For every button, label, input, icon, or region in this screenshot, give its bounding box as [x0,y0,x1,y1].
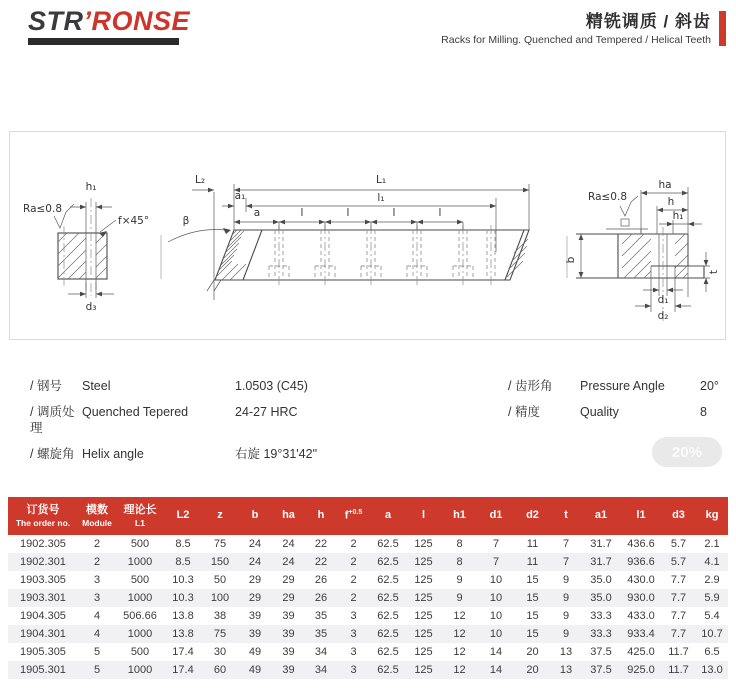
table-cell: 15 [526,610,539,622]
column-header: d2 [514,497,551,535]
table-cell: 10.3 [172,574,194,586]
table-cell: 38 [213,610,227,622]
logo-part-ronse: ’RONSE [83,6,191,36]
table-cell: 1905.301 [20,664,66,676]
table-cell: 22 [314,556,328,568]
table-cell: 60 [213,664,227,676]
table-cell: 20 [526,646,539,658]
table-cell: 500 [130,574,150,586]
column-header: h [305,497,337,535]
table-cell: 8.5 [175,538,191,550]
spec-row-pressure-angle [508,378,728,394]
table-cell: 7 [492,556,500,568]
page-title-en: Racks for Milling. Quenched and Tempered / Helical Teeth [441,34,711,47]
table-cell: 3 [350,628,357,640]
table-cell: 3 [350,610,357,622]
drawing-middle-view [168,174,529,300]
table-cell: 22 [314,538,328,550]
table-cell: 930.0 [627,592,655,604]
dim-label-h1-right: h₁ [672,210,684,222]
technical-drawing-panel [9,131,726,340]
spec-list-left [30,378,450,472]
dim-label-l: l [346,207,350,219]
table-cell: 1000 [127,628,153,640]
table-cell: 15 [526,628,539,640]
table-cell: 430.0 [627,574,655,586]
table-cell: 24 [282,556,295,568]
table-cell: 33.3 [590,628,612,640]
table-cell: 35 [314,628,328,640]
table-cell: 29 [282,574,295,586]
column-header: h1 [441,497,478,535]
table-cell: 125 [414,610,433,622]
column-header: d1 [478,497,514,535]
table-cell: 2 [93,556,101,568]
table-cell: 10 [489,592,503,604]
table-cell: 9 [456,592,463,604]
table-cell: 12 [453,646,466,658]
table-cell: 39 [248,628,262,640]
table-cell: 150 [210,556,230,568]
page-title-block [441,11,726,46]
table-cell: 7 [562,556,570,568]
column-header: L2 [164,497,202,535]
table-cell: 125 [414,664,433,676]
column-header: l1 [621,497,661,535]
dim-label-h1-left: h₁ [85,181,97,193]
table-cell: 30 [213,646,227,658]
table-cell: 1000 [127,556,153,568]
column-header: z [202,497,238,535]
table-cell: 35 [314,610,328,622]
table-cell: 7 [492,538,500,550]
table-cell: 12 [453,610,466,622]
table-cell: 7.7 [670,628,687,640]
table-cell: 9 [562,628,570,640]
title-accent-bar [719,11,726,46]
table-cell: 5.7 [670,538,687,550]
column-header: $f^{+0.5}$ [337,497,370,535]
dim-label-t: t [708,269,720,275]
table-cell: 49 [248,646,262,658]
table-cell: 39 [282,628,295,640]
dim-label-d2: d₂ [657,310,669,322]
table-cell: 125 [414,592,433,604]
table-cell: 13 [559,646,573,658]
dim-label-beta: β [182,215,190,227]
table-cell: 17.4 [172,664,194,676]
table-row [8,553,728,571]
table-cell: 4.1 [704,556,720,568]
table-body [8,535,728,679]
table-cell: 49 [248,664,262,676]
spec-label-zh: / 调质处理 [30,405,75,435]
table-cell: 2.9 [704,574,720,586]
table-cell: 75 [213,628,227,640]
spec-list-right [508,378,728,430]
table-cell: 62.5 [377,574,399,586]
table-cell: 436.6 [627,538,655,550]
spec-label-en: Pressure Angle [580,379,665,393]
spec-label-zh: / 钢号 [30,379,62,393]
table-cell: 11.7 [668,646,689,658]
column-header: a1 [581,497,621,535]
table-cell: 1902.301 [20,556,66,568]
table-cell: 50 [213,574,227,586]
table-cell: 12 [453,664,466,676]
table-cell: 9 [562,610,570,622]
table-cell: 2.1 [704,538,720,550]
table-cell: 2 [93,538,101,550]
column-header: 订货号 The order no. [8,497,78,535]
dim-label-l1: l₁ [377,192,385,204]
table-row [8,571,728,589]
table-cell: 125 [414,574,433,586]
drawing-left-view [23,181,149,313]
table-cell: 13.0 [701,664,723,676]
table-row [8,589,728,607]
table-cell: 100 [210,592,230,604]
spec-row-quenched [30,404,450,436]
table-cell: 14 [489,664,503,676]
table-cell: 1904.301 [20,628,66,640]
spec-value: 右旋 19°31'42" [235,447,318,461]
table-cell: 8 [456,556,463,568]
dim-label-chamfer: f×45° [118,215,150,227]
column-header: kg [696,497,728,535]
table-cell: 14 [489,646,503,658]
table-cell: 125 [414,556,433,568]
table-cell: 29 [248,574,262,586]
table-cell: 125 [414,628,433,640]
table-cell: 34 [314,664,328,676]
table-cell: 31.7 [590,556,612,568]
table-cell: 34 [314,646,328,658]
table-cell: 1902.305 [20,538,66,550]
table-cell: 936.6 [627,556,655,568]
table-cell: 75 [213,538,227,550]
dim-label-h: h [667,196,675,208]
table-cell: 12 [453,628,466,640]
table-cell: 6.5 [704,646,720,658]
dim-label-a1: a₁ [234,190,246,202]
table-row [8,661,728,679]
dim-label-l: l [300,207,304,219]
table-cell: 8 [456,538,463,550]
drawing-right-view [565,179,720,322]
table-cell: 425.0 [627,646,655,658]
spec-row-steel [30,378,450,394]
table-cell: 24 [248,556,262,568]
table-cell: 10.7 [701,628,723,640]
table-header-row [8,497,728,535]
spec-label-zh: / 螺旋角 [30,447,75,461]
table-cell: 20 [526,664,539,676]
table-cell: 37.5 [590,646,612,658]
table-cell: 2 [350,538,357,550]
dim-label-L1: L₁ [375,174,387,186]
column-header: d3 [661,497,696,535]
table-cell: 29 [282,592,295,604]
table-cell: 500 [130,538,150,550]
table-cell: 3 [93,574,101,586]
spec-value: 24-27 HRC [235,405,298,419]
table-cell: 39 [248,610,262,622]
table-cell: 933.4 [627,628,655,640]
zoom-level-badge: 20% [652,437,722,467]
table-cell: 125 [414,538,433,550]
table-cell: 5 [93,664,101,676]
table-cell: 11 [526,556,539,568]
table-cell: 26 [314,592,328,604]
table-cell: 506.66 [123,610,157,622]
dim-label-ra-left: Ra≤0.8 [23,203,62,215]
table-cell: 62.5 [377,556,399,568]
table-cell: 1903.301 [20,592,66,604]
dim-label-d3: d₃ [85,301,97,313]
table-cell: 1905.305 [20,646,66,658]
table-cell: 13.8 [172,628,194,640]
table-cell: 9 [562,574,570,586]
column-header: l [406,497,441,535]
table-cell: 39 [282,610,295,622]
table-row [8,625,728,643]
table-cell: 4 [93,610,101,622]
table-cell: 7 [562,538,570,550]
table-cell: 62.5 [377,610,399,622]
table-cell: 3 [93,592,101,604]
column-header: 理论长 L1 [116,497,164,535]
column-header: ha [272,497,305,535]
spec-row-helix-angle [30,446,450,462]
brand-logo [28,8,190,45]
dim-label-ra-right: Ra≤0.8 [588,191,627,203]
table-cell: 5.9 [704,592,720,604]
table-cell: 17.4 [172,646,194,658]
logo-underline-bar [28,38,179,45]
spec-label-en: Helix angle [82,447,144,461]
spec-label-en: Steel [82,379,111,393]
table-cell: 15 [526,592,539,604]
page-title-zh: 精铣调质 / 斜齿 [585,12,711,31]
spec-label-en: Quality [580,405,619,419]
table-cell: 2 [350,574,357,586]
spec-row-quality [508,404,728,420]
table-cell: 62.5 [377,538,399,550]
table-row [8,643,728,661]
table-cell: 2 [350,556,357,568]
dim-label-L2: L₂ [194,174,206,186]
table-cell: 500 [130,646,150,658]
logo-part-str: STR [28,6,84,36]
table-cell: 24 [282,538,295,550]
table-cell: 62.5 [377,628,399,640]
table-cell: 10 [489,610,503,622]
dim-label-l: l [392,207,396,219]
column-header: t [551,497,581,535]
table-cell: 7.7 [670,610,687,622]
table-cell: 9 [456,574,463,586]
table-cell: 26 [314,574,328,586]
table-cell: 37.5 [590,664,612,676]
spec-value: 1.0503 (C45) [235,379,308,393]
table-cell: 4 [93,628,101,640]
technical-drawing [10,132,725,339]
table-cell: 33.3 [590,610,612,622]
table-cell: 29 [248,592,262,604]
table-cell: 1000 [127,592,153,604]
spec-value: 20° [700,379,719,393]
table-cell: 7.7 [670,574,687,586]
spec-label-zh: / 精度 [508,405,540,419]
column-header: 模数 Module [78,497,116,535]
table-cell: 1000 [127,664,153,676]
table-cell: 1904.305 [20,610,66,622]
dim-label-b: b [565,256,577,264]
dim-label-a: a [253,207,261,219]
table-cell: 925.0 [627,664,655,676]
brand-logo-text [28,8,190,35]
table-cell: 5.7 [670,556,687,568]
table-cell: 3 [350,646,357,658]
spec-label-zh: / 齿形角 [508,379,553,393]
table-cell: 24 [248,538,262,550]
table-cell: 3 [350,664,357,676]
table-row [8,607,728,625]
dim-label-l: l [438,207,442,219]
column-header: b [238,497,272,535]
table-cell: 62.5 [377,592,399,604]
table-cell: 7.7 [670,592,687,604]
table-cell: 433.0 [627,610,655,622]
table-cell: 13.8 [172,610,194,622]
table-cell: 62.5 [377,664,399,676]
spec-label-en: Quenched Tepered [82,405,189,419]
table-cell: 31.7 [590,538,612,550]
column-header: a [370,497,406,535]
table-cell: 62.5 [377,646,399,658]
table-cell: 39 [282,646,295,658]
table-cell: 10 [489,574,503,586]
table-cell: 13 [559,664,573,676]
table-cell: 15 [526,574,539,586]
table-cell: 11.7 [668,664,689,676]
table-cell: 2 [350,592,357,604]
dim-label-d1: d₁ [657,294,669,306]
table-cell: 39 [282,664,295,676]
table-cell: 35.0 [590,592,612,604]
table-cell: 125 [414,646,433,658]
dim-label-ha: ha [658,179,672,191]
table-cell: 8.5 [175,556,191,568]
table-cell: 10.3 [172,592,194,604]
table-cell: 1903.305 [20,574,66,586]
table-row [8,535,728,553]
hole-pattern [269,222,495,285]
spec-value: 8 [700,405,707,419]
table-cell: 9 [562,592,570,604]
table-cell: 5.4 [704,610,720,622]
table-cell: 10 [489,628,503,640]
table-cell: 5 [93,646,101,658]
parameter-table [8,497,728,679]
table-cell: 11 [526,538,539,550]
table-cell: 35.0 [590,574,612,586]
